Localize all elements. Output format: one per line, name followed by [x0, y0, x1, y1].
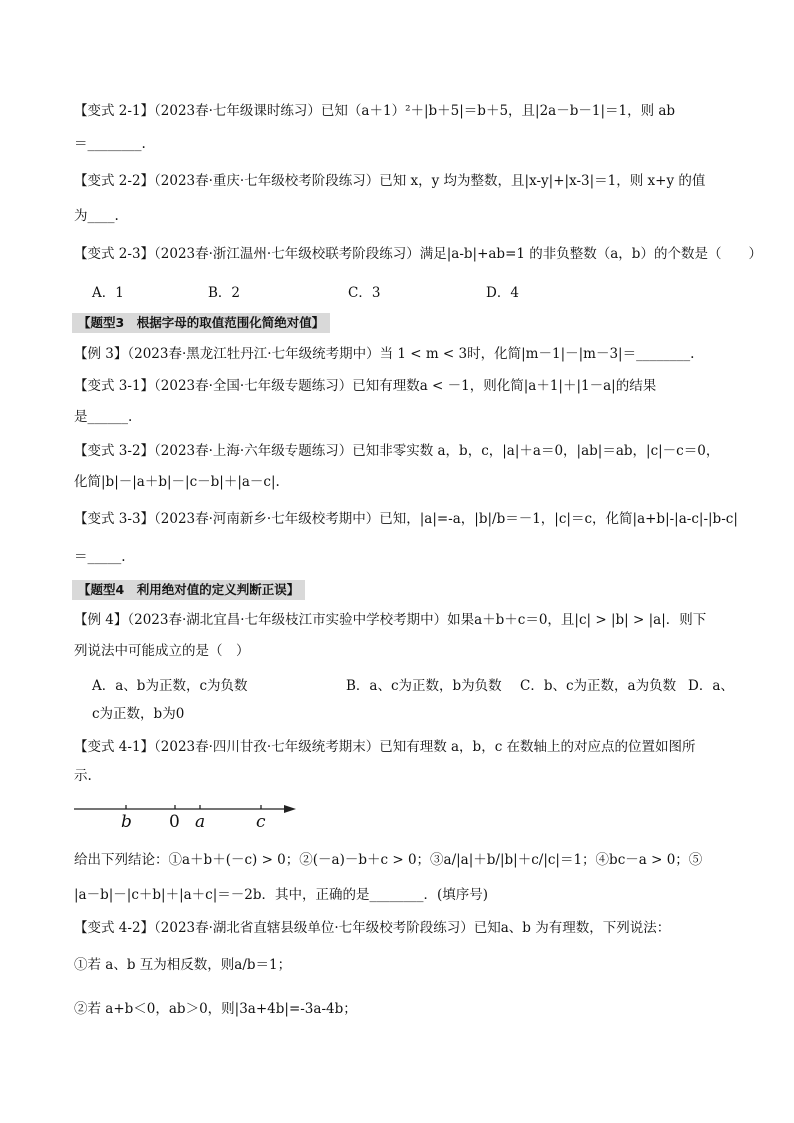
- number-line-arrow: [284, 805, 296, 813]
- exercise-2-1-line-2: ＝________.: [74, 136, 146, 152]
- exercise-2-3-line-1: 【变式 2-3】（2023春·浙江温州·七年级校联考阶段练习）满足|a-b|+ab=1 的非负整数（a，b）的个数是（ ）: [74, 246, 762, 262]
- exercise-4-2-line-1: 【变式 4-2】（2023春·湖北省直辖县级单位·七年级校考阶段练习）已知a、b 为有理数，下列说法：: [74, 920, 671, 936]
- exercise-4-2-line-3: ②若 a+b＜0，ab＞0，则|3a+4b|=-3a-4b；: [74, 1001, 357, 1017]
- example-4-line-1: 【例 4】（2023春·湖北宜昌·七年级枝江市实验中学校考期中）如果a＋b＋c＝0，且|c| > |b| > |a|．则下: [74, 612, 707, 628]
- section-header-type-3: 【题型3 根据字母的取值范围化简绝对值】: [72, 313, 330, 333]
- example-4-option-a: A．a、b为正数，c为负数: [92, 678, 248, 694]
- number-line-label-c: c: [256, 812, 266, 832]
- exercise-4-1-line-1: 【变式 4-1】（2023春·四川甘孜·七年级统考期末）已知有理数 a，b，c 在数轴上的对应点的位置如图所: [74, 739, 696, 755]
- example-3-line: 【例 3】（2023春·黑龙江牡丹江·七年级统考期中）当 1 < m < 3时，化简|m－1|－|m－3|＝________.: [74, 346, 695, 362]
- option-b: B．2: [208, 285, 241, 301]
- exercise-3-2-line-2: 化简|b|－|a＋b|－|c－b|＋|a－c|.: [74, 474, 280, 490]
- exercise-2-2-line-2: 为____.: [74, 208, 119, 224]
- option-c: C．3: [348, 285, 381, 301]
- option-d: D．4: [486, 285, 519, 301]
- exercise-2-2-line-1: 【变式 2-2】（2023春·重庆·七年级校考阶段练习）已知 x，y 均为整数，且|x-y|+|x-3|＝1，则 x+y 的值: [74, 173, 706, 189]
- option-a: A．1: [92, 285, 124, 301]
- exercise-4-1-line-4: |a－b|－|c＋b|＋|a＋c|＝－2b．其中，正确的是________．(填序号): [74, 887, 489, 903]
- example-4-option-d-cont: c为正数，b为0: [92, 706, 185, 722]
- exercise-4-1-line-3: 给出下列结论：①a＋b＋(－c) > 0；②(－a)－b＋c > 0；③a/|a|＋b/|b|＋c/|c|＝1；④bc－a > 0；⑤: [74, 852, 703, 868]
- example-4-line-2: 列说法中可能成立的是（ ）: [74, 643, 250, 659]
- number-line-svg: [70, 797, 310, 837]
- number-line-label-b: b: [121, 812, 132, 832]
- exercise-3-1-line-2: 是______.: [74, 409, 133, 425]
- example-4-option-b: B．a、c为正数，b为负数: [346, 678, 502, 694]
- example-4-option-d: D．a、: [688, 678, 734, 694]
- exercise-3-1-line-1: 【变式 3-1】（2023春·全国·七年级专题练习）已知有理数a < －1，则化简|a＋1|＋|1－a|的结果: [74, 378, 657, 394]
- exercise-4-1-line-2: 示.: [74, 768, 92, 784]
- exercise-2-1-line-1: 【变式 2-1】（2023春·七年级课时练习）已知（a＋1）²＋|b＋5|＝b＋5，且|2a－b－1|＝1，则 ab: [74, 103, 676, 119]
- number-line-figure: [70, 797, 310, 837]
- exercise-3-2-line-1: 【变式 3-2】（2023春·上海·六年级专题练习）已知非零实数 a，b，c，|a|＋a＝0，|ab|＝ab，|c|－c＝0，: [74, 443, 720, 459]
- number-line-label-a: a: [195, 812, 206, 832]
- section-header-type-4: 【题型4 利用绝对值的定义判断正误】: [72, 580, 305, 600]
- example-4-option-c: C．b、c为正数，a为负数: [520, 678, 677, 694]
- exercise-4-2-line-2: ①若 a、b 互为相反数，则a/b＝1；: [74, 957, 292, 973]
- exercise-3-3-line-1: 【变式 3-3】（2023春·河南新乡·七年级校考期中）已知，|a|=-a，|b|/b＝－1，|c|＝c，化简|a+b|-|a-c|-|b-c|: [74, 511, 738, 527]
- number-line-label-0: 0: [169, 812, 180, 832]
- exercise-3-3-line-2: ＝_____.: [74, 549, 126, 565]
